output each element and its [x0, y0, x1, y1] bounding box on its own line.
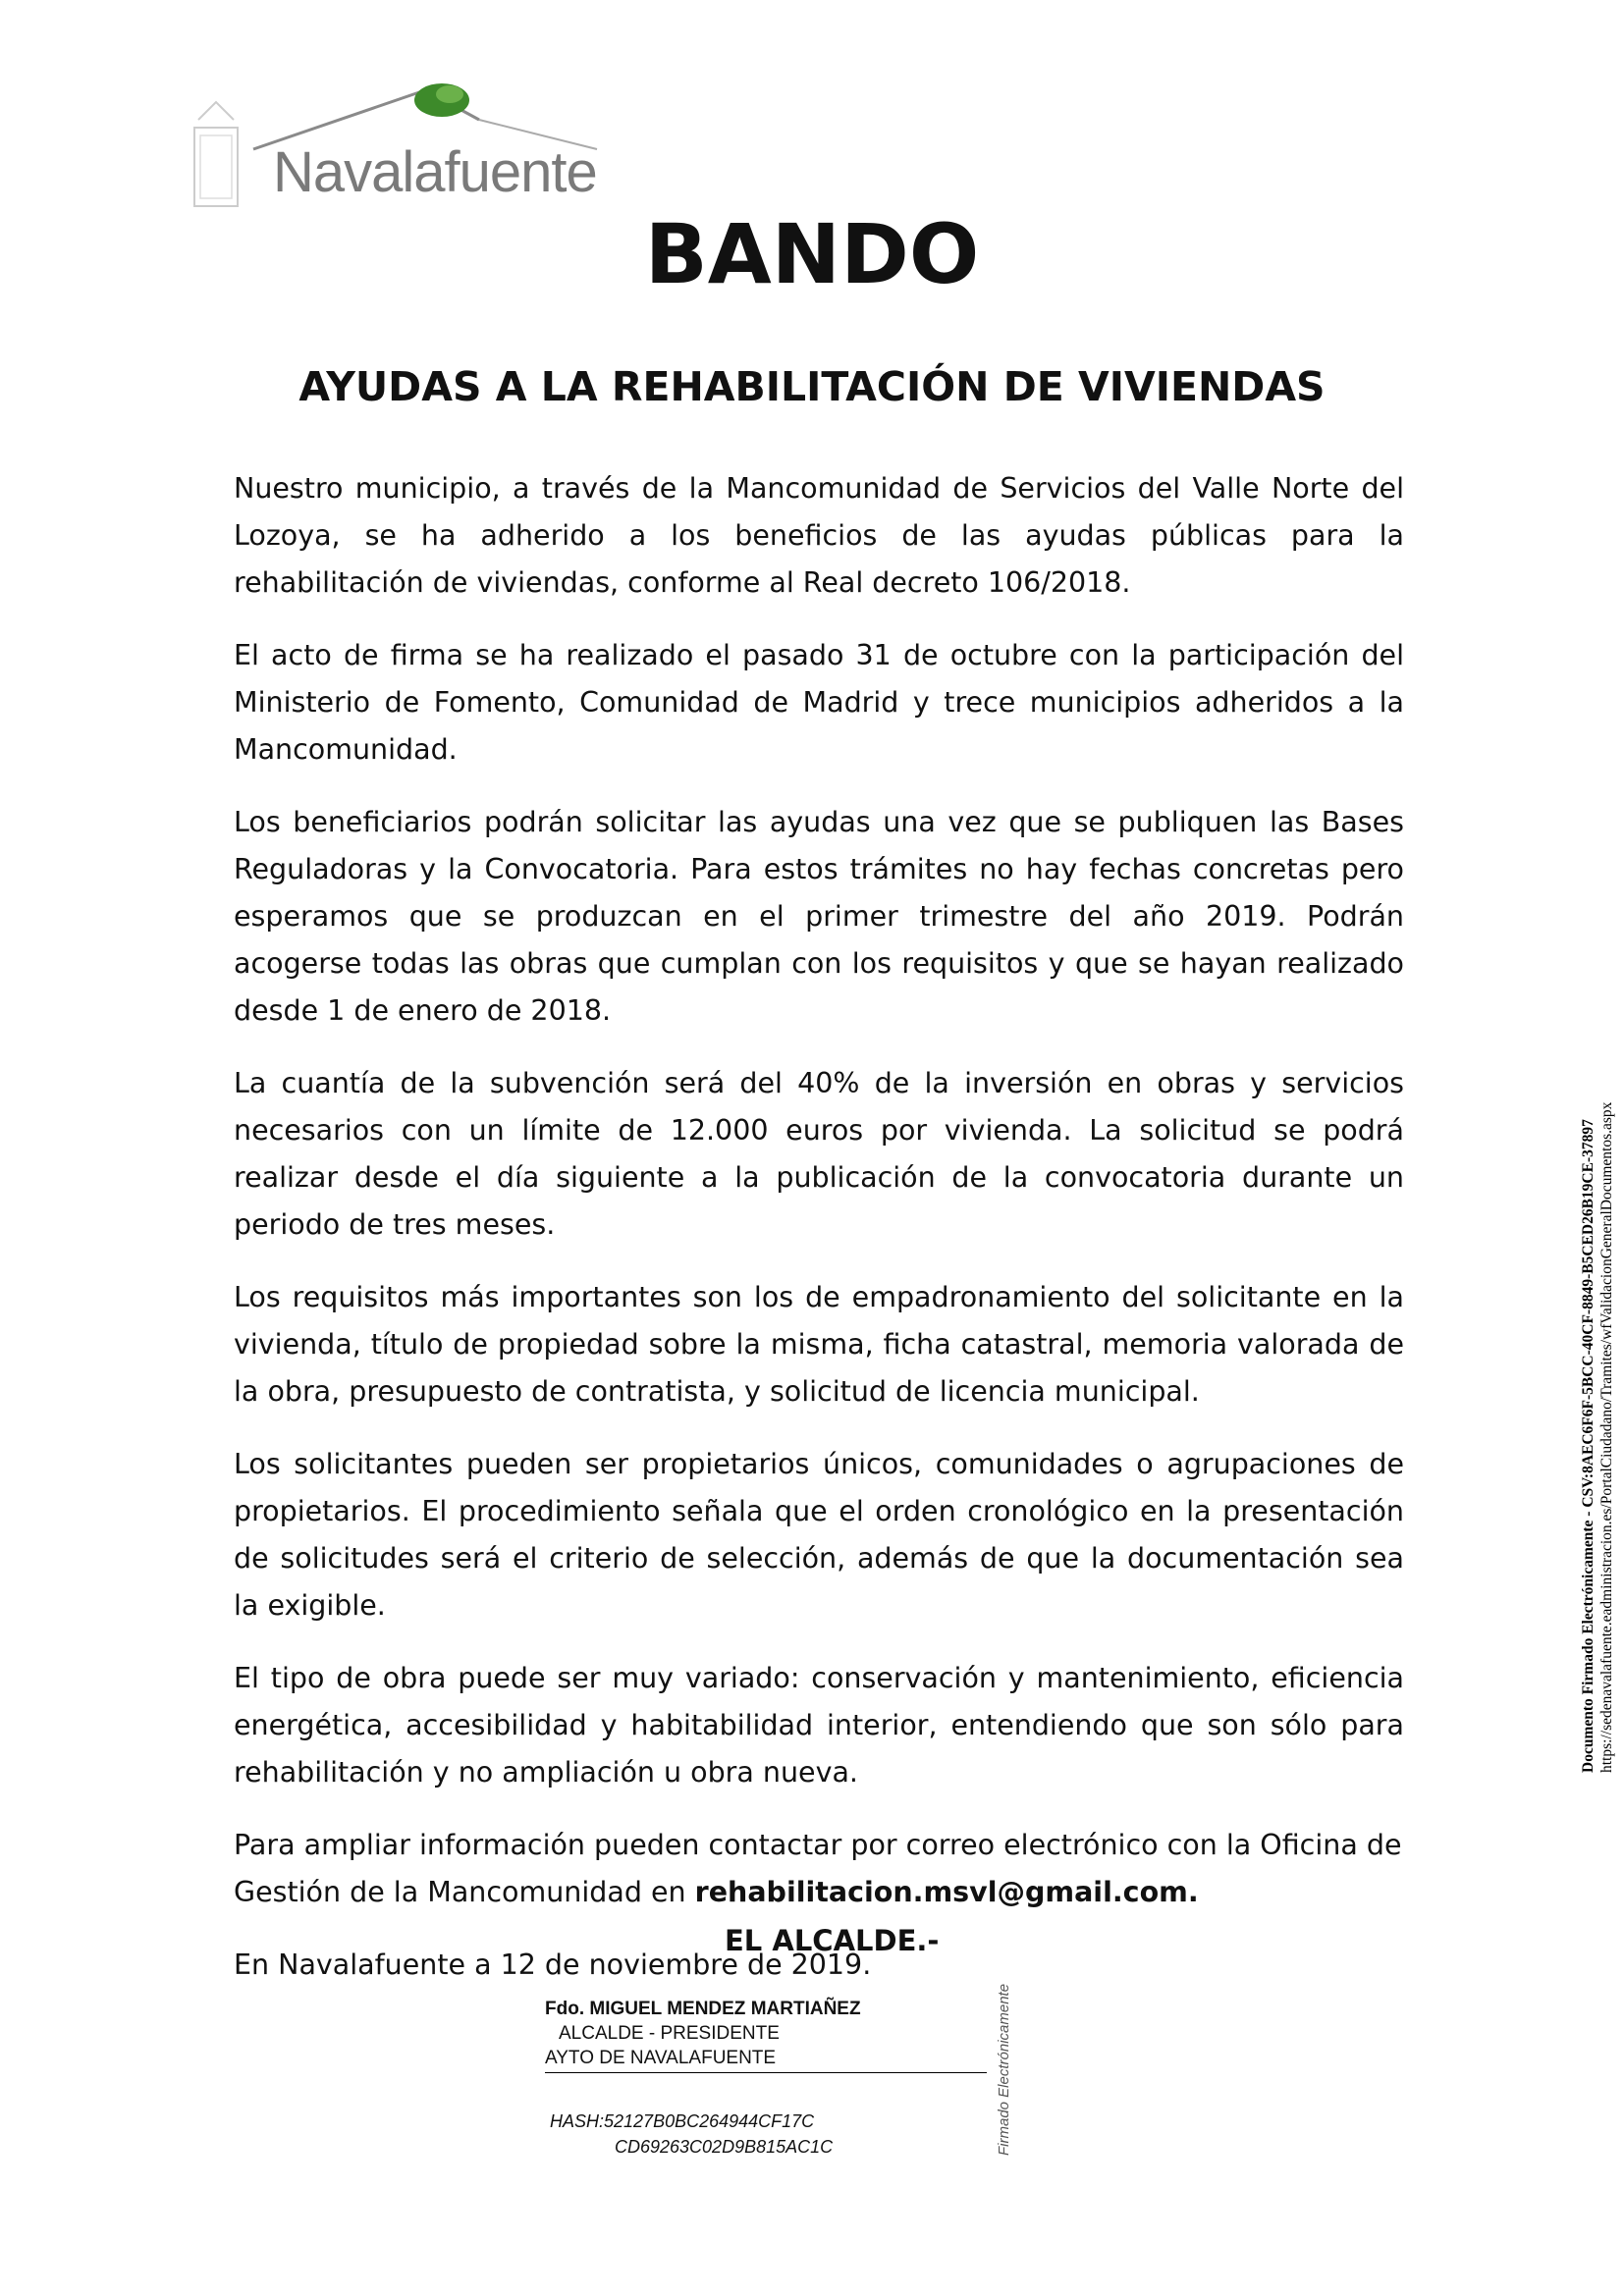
contact-text: Para ampliar información pueden contactar por correo electrónico con la Oficina de Gestión de la Mancomunidad en	[234, 1829, 1402, 1908]
signer-organization: AYTO DE NAVALAFUENTE	[545, 2048, 987, 2073]
closing-date: En Navalafuente a 12 de noviembre de 2019.	[234, 1949, 872, 1981]
contact-email-link[interactable]: rehabilitacion.msvl@gmail.com.	[694, 1876, 1199, 1908]
signer-name: Fdo. MIGUEL MENDEZ MARTIAÑEZ	[545, 1999, 861, 2019]
alcalde-label: EL ALCALDE.-	[725, 1924, 940, 1957]
paragraph: Los solicitantes pueden ser propietarios únicos, comunidades o agrupaciones de propietarios. El procedimiento señala que el orden cronológico en la presentación de solicitudes será el criterio de selección, además de que la documentación sea la exigible.	[234, 1448, 1404, 1622]
firmado-vertical-note: Firmado Electrónicamente	[996, 1983, 1012, 2156]
hash-line-2: CD69263C02D9B815AC1C	[615, 2137, 834, 2157]
signature-hash	[550, 2109, 833, 2160]
paragraph: Nuestro municipio, a través de la Mancomunidad de Servicios del Valle Norte del Lozoya, se ha adherido a los beneficios de las ayudas públicas para la rehabilitación de viviendas, conforme al Real decreto 106/2018.	[234, 472, 1404, 599]
paragraph: El tipo de obra puede ser muy variado: conservación y mantenimiento, eficiencia energética, accesibilidad y habitabilidad interior, entendiendo que son sólo para rehabilitación y no ampliación u obra nueva.	[234, 1662, 1404, 1789]
contact-paragraph	[234, 1822, 1404, 1916]
paragraph: La cuantía de la subvención será del 40% de la inversión en obras y servicios necesarios con un límite de 12.000 euros por vivienda. La solicitud se podrá realizar desde el día siguiente a la publicación de la convocatoria durante un periodo de tres meses.	[234, 1067, 1404, 1241]
validation-url[interactable]: https://sedenavalafuente.eadministracion.es/PortalCiudadano/Tramites/wfValidacionGeneralDocumentos.aspx	[1598, 1101, 1615, 1773]
electronic-signature-stamp	[1579, 1102, 1616, 1773]
page-title: BANDO	[644, 206, 980, 302]
document-subtitle: AYUDAS A LA REHABILITACIÓN DE VIVIENDAS	[298, 363, 1326, 410]
document-body	[234, 465, 1404, 2014]
paragraph: El acto de firma se ha realizado el pasado 31 de octubre con la participación del Ministerio de Fomento, Comunidad de Madrid y trece municipios adheridos a la Mancomunidad.	[234, 639, 1404, 766]
signature-block	[545, 1999, 987, 2073]
hash-line-1: HASH:52127B0BC264944CF17C	[550, 2111, 815, 2131]
paragraph: Los requisitos más importantes son los de empadronamiento del solicitante en la vivienda, título de propiedad sobre la misma, ficha catastral, memoria valorada de la obra, presupuesto de contratista, y solicitud de licencia municipal.	[234, 1281, 1404, 1408]
signer-role: ALCALDE - PRESIDENTE	[559, 2023, 780, 2044]
csv-code: Documento Firmado Electrónicamente - CSV:8AEC6F6F-5BCC-40CF-8849-B5CED26B19CE-37897	[1580, 1119, 1597, 1773]
paragraph: Los beneficiarios podrán solicitar las ayudas una vez que se publiquen las Bases Reguladoras y la Convocatoria. Para estos trámites no hay fechas concretas pero esperamos que se produzcan en el primer trimestre del año 2019. Podrán acogerse todas las obras que cumplan con los requisitos y que se hayan realizado desde 1 de enero de 2018.	[234, 806, 1404, 1027]
logo-wordmark: Navalafuente	[273, 140, 597, 204]
